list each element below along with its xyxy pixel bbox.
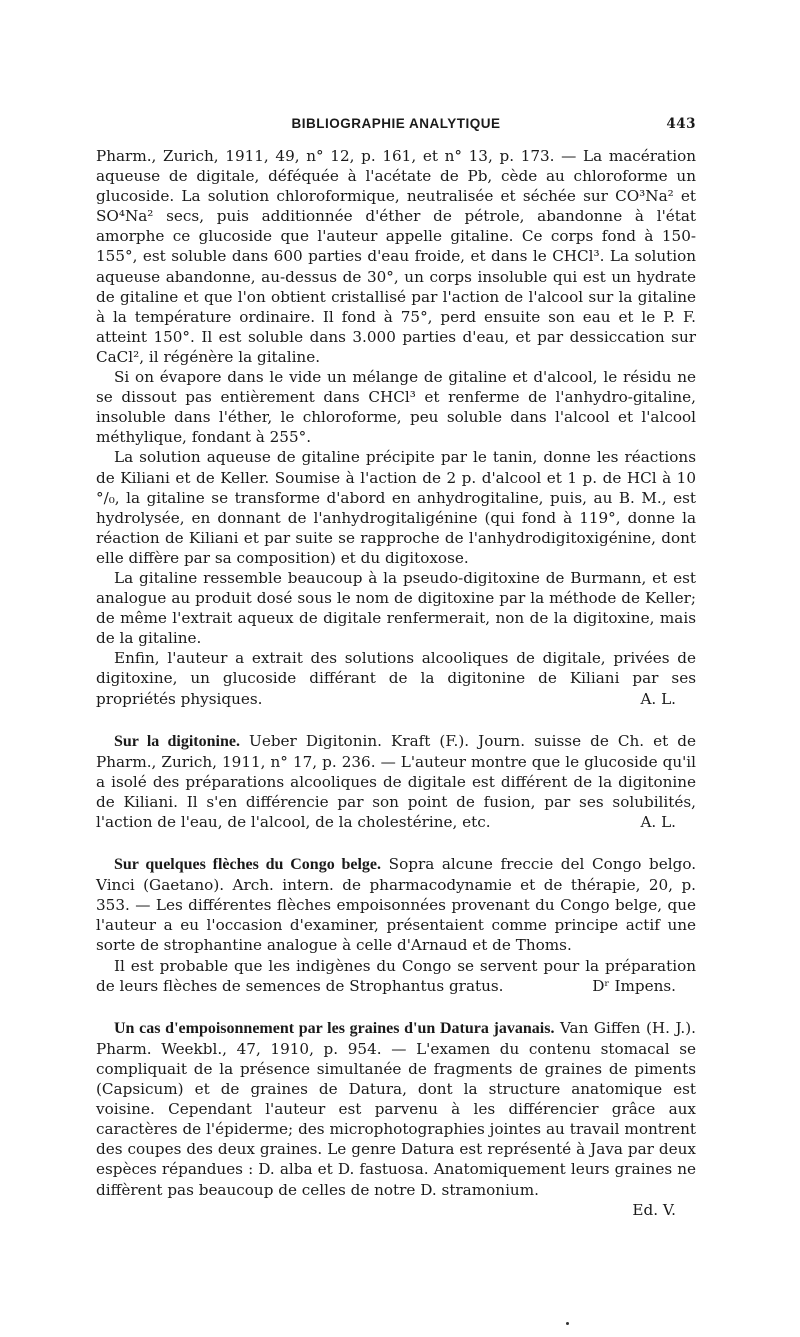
entry-digitonine-title: Sur la digitonine. [114,732,240,750]
entry-congo-text-2: Il est probable que les indigènes du Congo se servent pour la préparation de leurs flèches de semences de Strophantus gratus. [96,956,696,995]
entry-congo-signature: Dʳ Impens. [592,976,676,995]
entry-datura-signature: Ed. V. [632,1200,676,1219]
intro-signature: A. L. [640,689,676,708]
entry-digitonine-signature: A. L. [640,813,676,831]
intro-paragraph-1: Pharm., Zurich, 1911, 49, n° 12, p. 161, et n° 13, p. 173. — La macération aqueuse de digitale, déféquée à l'acétate de Pb, cède au chloroforme un glucoside. La solution chloroformique, neutralisée et séchée sur CO³Na² et SO⁴Na² secs, puis additionnée d'éther de pétrole, abandonne à l'état amorphe ce glucoside que l'auteur appelle gitaline. Ce corps fond à 150-155°, est soluble dans 600 parties d'eau froide, et dans le CHCl³. La solution aqueuse abandonne, au-dessus de 30°, un corps insoluble qui est un hydrate de gitaline et que l'on obtient cristallisé par l'action de l'alcool sur la gitaline à la température ordinaire. Il fond à 75°, perd ensuite son eau et le P. F. atteint 150°. Il est soluble dans 3.000 parties d'eau, et par dessiccation sur CaCl², il régénère la gitaline. [96,147,696,366]
intro-paragraph-2: Si on évapore dans le vide un mélange de gitaline et d'alcool, le résidu ne se dissout pas entièrement dans CHCl³ et renferme de l'anhydro-gitaline, insoluble dans l'éther, le chloroforme, peu soluble dans l'alcool et l'alcool méthylique, fondant à 255°. [96,368,696,447]
entry-datura-title: Un cas d'empoisonnement par les graines d'un Datura javanais. [114,1019,555,1037]
entry-digitonine-text: Ueber Digitonin. Kraft (F.). Journ. suisse de Ch. et de Pharm., Zurich, 1911, n° 17, p. 236. — L'auteur montre que le glucoside qu'il a isolé des préparations alcooliques de digitale est différent de la digitonine de Kiliani. Il s'en différencie par son point de fusion, par ses solubilités, l'action de l'eau, de l'alcool, de la cholestérine, etc. [96,731,697,831]
header-title: BIBLIOGRAPHIE ANALYTIQUE [291,116,501,131]
entry-datura [96,1018,696,1220]
intro-paragraph-3: La solution aqueuse de gitaline précipite par le tanin, donne les réactions de Kiliani et de Keller. Soumise à l'action de 2 p. d'alcool et 1 p. de HCl à 10 °/₀, la gitaline se transforme d'abord en anhydrogitaline, puis, au B. M., est hydrolysée, en donnant de l'anhydrogitaligénine (qui fond à 119°, donne la réaction de Kiliani et par suite se rapproche de l'anhydrodigitoxigénine, dont elle diffère par sa composition) et du digitoxose. [96,448,696,567]
entry-datura-text: Van Giffen (H. J.). Pharm. Weekbl., 47, 1910, p. 954. — L'examen du contenu stomacal se compliquait de la présence simultanée de fragments de graines de piments (Capsicum) et de graines de Datura, dont la structure anatomique est voisine. Cependant l'auteur est parvenu à les différencier grâce aux caractères de l'épiderme; des microphotographies jointes au travail montrent des coupes des deux graines. Le genre Datura est représenté à Java par deux espèces répandues : D. alba et D. fastuosa. Anatomiquement leurs graines ne diffèrent pas beaucoup de celles de notre D. stramonium. [96,1018,697,1199]
entry-digitonine [96,731,696,832]
page-number: 443 [666,116,696,132]
page-body [96,146,696,1220]
entry-congo [96,854,696,996]
intro-paragraph-5 [96,648,696,708]
intro-paragraph-5-text: Enfin, l'auteur a extrait des solutions alcooliques de digitale, privées de digitoxine, un glucoside différant de la digitonine de Kiliani par ses propriétés physiques. [96,649,696,708]
entry-congo-title: Sur quelques flèches du Congo belge. [114,856,382,874]
paper-speck [566,1322,569,1325]
running-header [96,116,696,138]
entry-congo-text: Sopra alcune freccie del Congo belgo. Vinci (Gaetano). Arch. intern. de pharmacodynamie et de thérapie, 20, p. 353. — Les différentes flèches empoisonnées provenant du Congo belge, que l'auteur a eu l'occasion d'examiner, présentaient comme principe actif une sorte de strophantine analogue à celle d'Arnaud et de Thoms. [96,855,697,955]
intro-paragraph-4: La gitaline ressemble beaucoup à la pseudo-digitoxine de Burmann, et est analogue au produit dosé sous le nom de digitoxine par la méthode de Keller; de même l'extrait aqueux de digitale renfermerait, non de la digitoxine, mais de la gitaline. [96,568,696,648]
